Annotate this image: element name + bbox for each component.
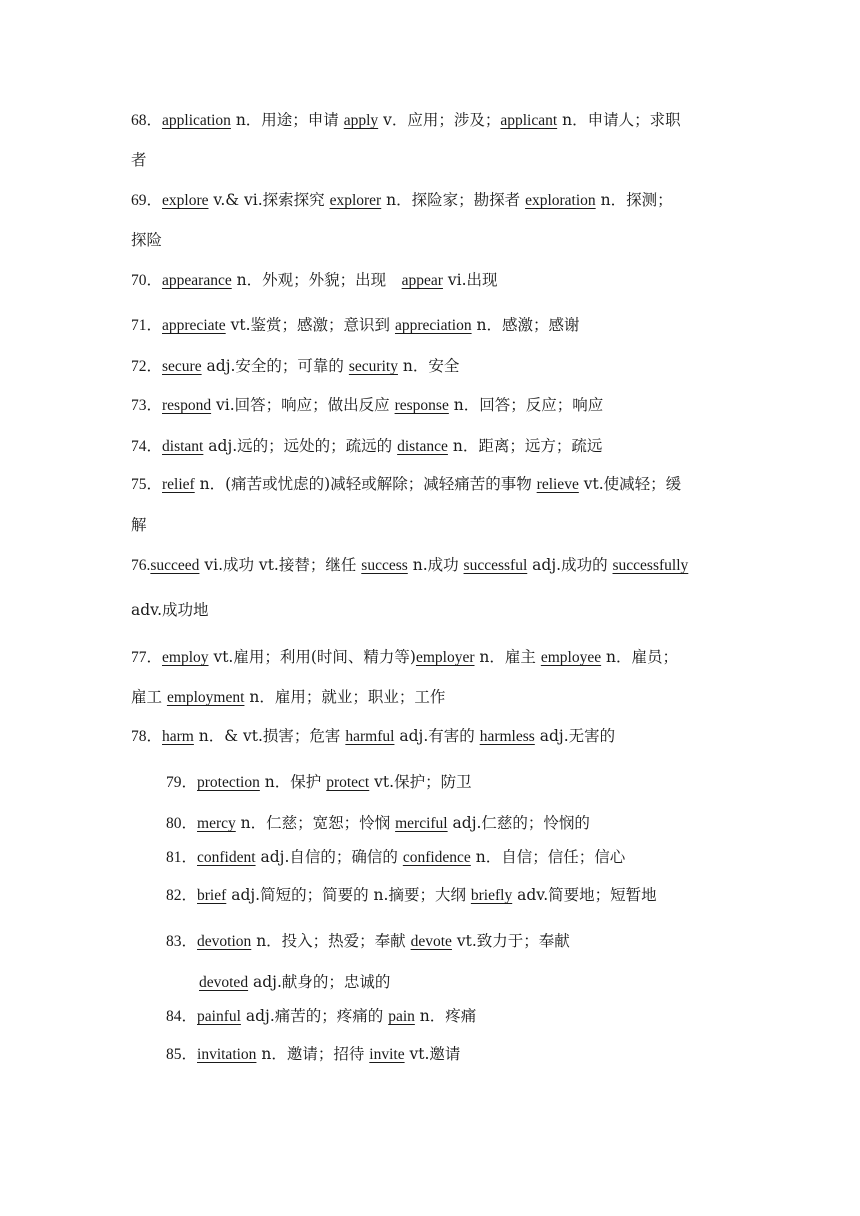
vocab-word: exploration <box>525 192 596 209</box>
vocab-word: explorer <box>329 192 382 209</box>
definition-text: vt.使减轻；缓 <box>578 475 682 493</box>
definition-text: 雇工 <box>131 688 167 706</box>
vocab-word: appreciate <box>162 317 226 334</box>
definition-text: n．雇用；就业；职业；工作 <box>244 688 446 706</box>
definition-text: n．用途；申请 <box>230 111 344 129</box>
definition-text: adj.献身的；忠诚的 <box>248 973 391 991</box>
entry-number: 82． <box>166 887 198 904</box>
entry-83-line-1 <box>166 931 570 952</box>
definition-text: adj.无害的 <box>534 727 616 745</box>
entry-number: 79． <box>166 774 198 791</box>
vocab-word: protection <box>197 774 260 791</box>
vocab-word: appear <box>401 272 443 289</box>
definition-text: vi.成功 vt.接替；继任 <box>199 556 362 574</box>
vocab-word: protect <box>326 774 370 791</box>
definition-text: 探险 <box>131 231 163 249</box>
entry-74 <box>131 436 602 457</box>
definition-text: 解 <box>131 516 147 534</box>
vocab-word: employment <box>166 689 245 706</box>
vocab-word: applicant <box>500 112 558 129</box>
vocab-word: apply <box>343 112 379 129</box>
entry-number: 70． <box>131 272 163 289</box>
definition-text: n．邀请；招待 <box>256 1045 370 1063</box>
definition-text: n．雇员； <box>601 648 679 666</box>
entry-75-line-1 <box>131 474 681 495</box>
entry-number: 77． <box>131 649 163 666</box>
vocab-word: distance <box>397 438 448 455</box>
definition-text: vt.邀请 <box>404 1045 461 1063</box>
entry-number: 71． <box>131 317 163 334</box>
vocab-word: confidence <box>402 849 471 866</box>
definition-text: n．疼痛 <box>414 1007 477 1025</box>
definition-text: adv.简要地；短暂地 <box>512 886 657 904</box>
definition-text: n．保护 <box>259 773 327 791</box>
definition-text: vi.出现 <box>442 271 498 289</box>
vocab-word: security <box>348 358 398 375</box>
entry-80 <box>166 813 590 834</box>
vocab-word: relieve <box>536 476 579 493</box>
definition-text: vt.致力于；奉献 <box>451 932 570 950</box>
entry-number: 78． <box>131 728 163 745</box>
definition-text: n．仁慈；宽恕；怜悯 <box>235 814 396 832</box>
entry-84 <box>166 1006 476 1027</box>
vocab-word: pain <box>388 1008 415 1025</box>
vocab-word: harmful <box>345 728 395 745</box>
entry-number: 84． <box>166 1008 198 1025</box>
vocab-word: employer <box>415 649 475 666</box>
entry-85 <box>166 1044 460 1065</box>
entry-77-line-2 <box>131 687 445 708</box>
vocab-word: application <box>162 112 231 129</box>
definition-text: adj.安全的；可靠的 <box>201 357 349 375</box>
entry-76-line-2 <box>131 600 209 620</box>
definition-text: adj.有害的 <box>394 727 480 745</box>
vocab-word: harm <box>162 728 194 745</box>
entry-82 <box>166 885 657 906</box>
entry-78 <box>131 726 615 747</box>
definition-text: adj.自信的；确信的 <box>255 848 403 866</box>
vocab-word: secure <box>162 358 202 375</box>
vocab-word: appreciation <box>394 317 472 334</box>
vocab-word: painful <box>197 1008 241 1025</box>
definition-text: n.成功 <box>407 556 464 574</box>
vocab-word: invitation <box>197 1046 257 1063</box>
vocab-word: respond <box>162 397 212 414</box>
entry-77-line-1 <box>131 647 678 668</box>
definition-text: vt.鉴赏；感激；意识到 <box>225 316 395 334</box>
definition-text: vt.雇用；利用(时间、精力等) <box>208 648 416 666</box>
definition-text: adj.简短的；简要的 n.摘要；大纲 <box>226 886 471 904</box>
entry-73 <box>131 395 603 416</box>
vocab-word: merciful <box>395 815 448 832</box>
vocab-word: mercy <box>197 815 236 832</box>
entry-68-line-1 <box>131 110 681 131</box>
vocab-word: explore <box>162 192 209 209</box>
definition-text: adv.成功地 <box>131 601 209 619</box>
definition-text: n．安全 <box>397 357 460 375</box>
definition-text: n．外观；外貌；出现 <box>231 271 402 289</box>
entry-70 <box>131 270 498 291</box>
definition-text: vi.回答；响应；做出反应 <box>211 396 395 414</box>
vocab-word: confident <box>197 849 256 866</box>
entry-75-line-2 <box>131 515 147 535</box>
entry-number: 80． <box>166 815 198 832</box>
definition-text: n．雇主 <box>474 648 541 666</box>
entry-number: 69． <box>131 192 163 209</box>
entry-number: 74． <box>131 438 163 455</box>
definition-text: adj.远的；远处的；疏远的 <box>203 437 398 455</box>
vocab-word: brief <box>197 887 227 904</box>
vocab-word: harmless <box>479 728 535 745</box>
entry-72 <box>131 356 459 377</box>
vocab-word: employ <box>162 649 209 666</box>
vocab-word: successful <box>463 557 528 574</box>
vocab-word: appearance <box>162 272 232 289</box>
vocab-word: devotion <box>197 933 252 950</box>
entry-number: 83． <box>166 933 198 950</box>
entry-number: 68． <box>131 112 163 129</box>
definition-text: n．自信；信任；信心 <box>470 848 626 866</box>
entry-71 <box>131 315 580 336</box>
entry-83-line-2 <box>199 972 390 993</box>
vocab-word: devoted <box>199 974 249 991</box>
vocab-word: distant <box>162 438 204 455</box>
definition-text: v.& vi.探索探究 <box>208 191 330 209</box>
entry-68-line-2 <box>131 150 147 170</box>
vocab-word: response <box>394 397 449 414</box>
definition-text: n．申请人；求职 <box>557 111 681 129</box>
vocab-word: succeed <box>150 557 200 574</box>
definition-text: n．回答；反应；响应 <box>448 396 604 414</box>
definition-text: adj.痛苦的；疼痛的 <box>240 1007 389 1025</box>
definition-text: n．& vt.损害；危害 <box>193 727 346 745</box>
vocab-word: success <box>361 557 408 574</box>
definition-text: n．距离；远方；疏远 <box>447 437 603 455</box>
definition-text: n．投入；热爱；奉献 <box>251 932 411 950</box>
definition-text: vt.保护；防卫 <box>369 773 472 791</box>
entry-number: 85． <box>166 1046 198 1063</box>
entry-69-line-2 <box>131 230 162 250</box>
definition-text: adj.成功的 <box>527 556 613 574</box>
entry-81 <box>166 847 625 868</box>
vocab-word: successfully <box>612 557 689 574</box>
definition-text: v．应用；涉及； <box>378 111 501 129</box>
definition-text: 者 <box>131 151 147 169</box>
entry-76-line-1 <box>131 555 688 576</box>
entry-number: 75． <box>131 476 163 493</box>
vocab-word: briefly <box>470 887 513 904</box>
entry-number: 81． <box>166 849 198 866</box>
entry-number: 72． <box>131 358 163 375</box>
definition-text: n．探测； <box>595 191 673 209</box>
definition-text: n．探险家；勘探者 <box>381 191 526 209</box>
vocab-word: devote <box>410 933 452 950</box>
vocab-word: invite <box>369 1046 405 1063</box>
definition-text: n．(痛苦或忧虑的)减轻或解除；减轻痛苦的事物 <box>194 475 537 493</box>
definition-text: adj.仁慈的；怜悯的 <box>447 814 590 832</box>
definition-text: n．感激；感谢 <box>471 316 580 334</box>
vocab-word: employee <box>540 649 602 666</box>
entry-69-line-1 <box>131 190 673 211</box>
vocab-word: relief <box>162 476 195 493</box>
entry-79 <box>166 772 472 793</box>
entry-number: 73． <box>131 397 163 414</box>
entry-number: 76. <box>131 557 151 574</box>
